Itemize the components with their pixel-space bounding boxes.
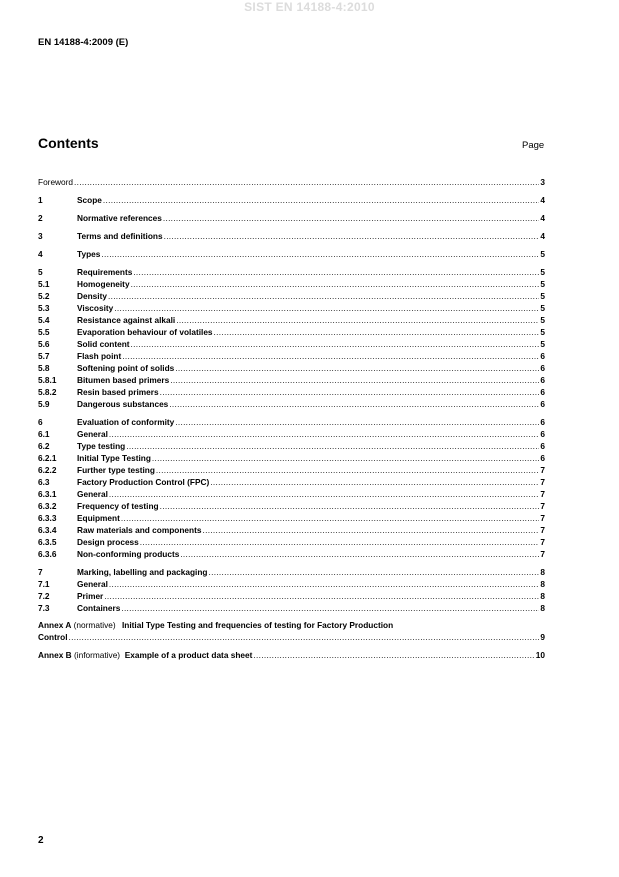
- annex-title-continued: Control: [38, 632, 68, 642]
- toc-number: 5.6: [38, 339, 50, 349]
- toc-title: Flash point: [77, 351, 122, 361]
- toc-number: 6.3.6: [38, 549, 57, 559]
- toc-number: 6.3.4: [38, 525, 57, 535]
- toc-number: 7.3: [38, 603, 50, 613]
- toc-title: Containers: [77, 603, 121, 613]
- toc-number: 5: [38, 267, 43, 277]
- toc-entry[interactable]: [38, 452, 545, 464]
- toc-title: Equipment: [77, 513, 120, 523]
- annex-title: Example of a product data sheet: [124, 650, 253, 660]
- toc-page: 9: [540, 632, 545, 642]
- toc-number: 5.7: [38, 351, 50, 361]
- contents-heading: Contents: [38, 135, 99, 151]
- toc-number: 5.8.2: [38, 387, 57, 397]
- toc-number: 7: [38, 567, 43, 577]
- toc-entry-foreword[interactable]: [38, 176, 545, 188]
- toc-number: 6.1: [38, 429, 50, 439]
- toc-page: 7: [540, 477, 545, 487]
- toc-page: 7: [540, 513, 545, 523]
- toc-entry[interactable]: [38, 428, 545, 440]
- toc-number: 6.2.2: [38, 465, 57, 475]
- toc-title: Evaporation behaviour of volatiles: [77, 327, 213, 337]
- toc-number: 6.3.2: [38, 501, 57, 511]
- toc-number: 6: [38, 417, 43, 427]
- toc-entry[interactable]: [38, 212, 545, 224]
- toc-title: Frequency of testing: [77, 501, 159, 511]
- toc-title: Resistance against alkali: [77, 315, 176, 325]
- toc-title: Further type testing: [77, 465, 155, 475]
- toc-page: 6: [540, 375, 545, 385]
- toc-entry[interactable]: [38, 416, 545, 428]
- toc-page: 5: [540, 279, 545, 289]
- toc-title: Normative references: [77, 213, 162, 223]
- toc-number: 5.9: [38, 399, 50, 409]
- toc-entry[interactable]: [38, 374, 545, 386]
- annex-title: Initial Type Testing and frequencies of testing for Factory Production: [121, 620, 394, 630]
- toc-annex-a[interactable]: [38, 620, 545, 643]
- toc-page: 5: [540, 327, 545, 337]
- toc-page: 8: [540, 591, 545, 601]
- toc-page: 3: [540, 177, 545, 187]
- toc-page: 6: [540, 453, 545, 463]
- toc-number: 6.3.3: [38, 513, 57, 523]
- table-of-contents: [38, 176, 545, 661]
- toc-title: Factory Production Control (FPC): [77, 477, 210, 487]
- toc-title: Terms and definitions: [77, 231, 163, 241]
- toc-number: 5.3: [38, 303, 50, 313]
- toc-title: Non-conforming products: [77, 549, 180, 559]
- toc-number: 5.5: [38, 327, 50, 337]
- toc-page: 6: [540, 387, 545, 397]
- toc-title: Marking, labelling and packaging: [77, 567, 208, 577]
- annex-id: Annex A: [38, 620, 72, 630]
- toc-title: Homogeneity: [77, 279, 130, 289]
- toc-number: 5.4: [38, 315, 50, 325]
- toc-number: 5.2: [38, 291, 50, 301]
- toc-page: 6: [540, 351, 545, 361]
- toc-entry[interactable]: [38, 512, 545, 524]
- toc-page: 6: [540, 417, 545, 427]
- toc-entry[interactable]: [38, 314, 545, 326]
- toc-title: Viscosity: [77, 303, 114, 313]
- toc-entry[interactable]: [38, 548, 545, 560]
- toc-entry[interactable]: [38, 578, 545, 590]
- toc-number: 7.2: [38, 591, 50, 601]
- toc-entry[interactable]: [38, 500, 545, 512]
- toc-number: 6.2: [38, 441, 50, 451]
- toc-title: Solid content: [77, 339, 130, 349]
- toc-page: 8: [540, 567, 545, 577]
- toc-entry[interactable]: [38, 326, 545, 338]
- toc-title: Scope: [77, 195, 102, 205]
- toc-page: 5: [540, 315, 545, 325]
- toc-page: 7: [540, 489, 545, 499]
- toc-entry[interactable]: [38, 398, 545, 410]
- toc-entry[interactable]: [38, 590, 545, 602]
- toc-entry[interactable]: [38, 248, 545, 260]
- toc-number: 6.3: [38, 477, 50, 487]
- toc-title: Requirements: [77, 267, 133, 277]
- toc-page: 5: [540, 291, 545, 301]
- toc-page: 10: [535, 650, 545, 660]
- toc-page: 7: [540, 465, 545, 475]
- toc-page: 5: [540, 249, 545, 259]
- toc-title: Initial Type Testing: [77, 453, 151, 463]
- page-number: 2: [38, 835, 44, 846]
- toc-page: 7: [540, 501, 545, 511]
- toc-title: Evaluation of conformity: [77, 417, 175, 427]
- document-id: EN 14188-4:2009 (E): [38, 37, 129, 48]
- toc-annex-b[interactable]: [38, 649, 545, 661]
- toc-entry[interactable]: [38, 266, 545, 278]
- toc-entry[interactable]: [38, 362, 545, 374]
- toc-number: 1: [38, 195, 43, 205]
- toc-number: 4: [38, 249, 43, 259]
- toc-page: 6: [540, 441, 545, 451]
- toc-page: 5: [540, 339, 545, 349]
- toc-entry[interactable]: [38, 464, 545, 476]
- toc-page: 7: [540, 537, 545, 547]
- toc-title: Design process: [77, 537, 139, 547]
- toc-page: 6: [540, 429, 545, 439]
- toc-title: Types: [77, 249, 101, 259]
- annex-id: Annex B: [38, 650, 72, 660]
- toc-title: Resin based primers: [77, 387, 159, 397]
- toc-page: 8: [540, 579, 545, 589]
- toc-entry[interactable]: [38, 566, 545, 578]
- toc-page: 4: [540, 231, 545, 241]
- toc-title: Bitumen based primers: [77, 375, 170, 385]
- toc-title: Type testing: [77, 441, 126, 451]
- toc-entry[interactable]: [38, 278, 545, 290]
- toc-page: 7: [540, 549, 545, 559]
- toc-entry[interactable]: [38, 524, 545, 536]
- toc-number: 6.3.5: [38, 537, 57, 547]
- toc-entry[interactable]: [38, 338, 545, 350]
- toc-entry[interactable]: [38, 290, 545, 302]
- watermark-text: SIST EN 14188-4:2010: [244, 0, 375, 14]
- toc-title: General: [77, 579, 108, 589]
- toc-number: 5.8: [38, 363, 50, 373]
- toc-entry[interactable]: [38, 488, 545, 500]
- annex-kind: (informative): [73, 650, 121, 660]
- toc-entry[interactable]: [38, 602, 545, 614]
- toc-page: 6: [540, 363, 545, 373]
- toc-entry[interactable]: [38, 440, 545, 452]
- toc-page: 4: [540, 213, 545, 223]
- toc-entry[interactable]: [38, 536, 545, 548]
- toc-number: 5.1: [38, 279, 50, 289]
- annex-kind: (normative): [73, 620, 116, 630]
- toc-number: 6.3.1: [38, 489, 57, 499]
- toc-entry[interactable]: [38, 476, 545, 488]
- toc-title: Primer: [77, 591, 104, 601]
- toc-number: 6.2.1: [38, 453, 57, 463]
- toc-page: 7: [540, 525, 545, 535]
- toc-page: 6: [540, 399, 545, 409]
- toc-number: 7.1: [38, 579, 50, 589]
- toc-number: 3: [38, 231, 43, 241]
- toc-title: General: [77, 429, 108, 439]
- toc-title: Raw materials and components: [77, 525, 202, 535]
- toc-title: Density: [77, 291, 107, 301]
- toc-title: Foreword: [38, 177, 74, 187]
- toc-page: 5: [540, 303, 545, 313]
- toc-title: Dangerous substances: [77, 399, 169, 409]
- toc-page: 4: [540, 195, 545, 205]
- page-column-label: Page: [522, 140, 545, 151]
- toc-entry[interactable]: [38, 302, 545, 314]
- toc-number: 5.8.1: [38, 375, 57, 385]
- toc-entry[interactable]: [38, 230, 545, 242]
- toc-entry[interactable]: [38, 194, 545, 206]
- toc-number: 2: [38, 213, 43, 223]
- toc-entry[interactable]: [38, 386, 545, 398]
- toc-page: 5: [540, 267, 545, 277]
- toc-title: Softening point of solids: [77, 363, 175, 373]
- toc-title: General: [77, 489, 108, 499]
- toc-entry[interactable]: [38, 350, 545, 362]
- toc-page: 8: [540, 603, 545, 613]
